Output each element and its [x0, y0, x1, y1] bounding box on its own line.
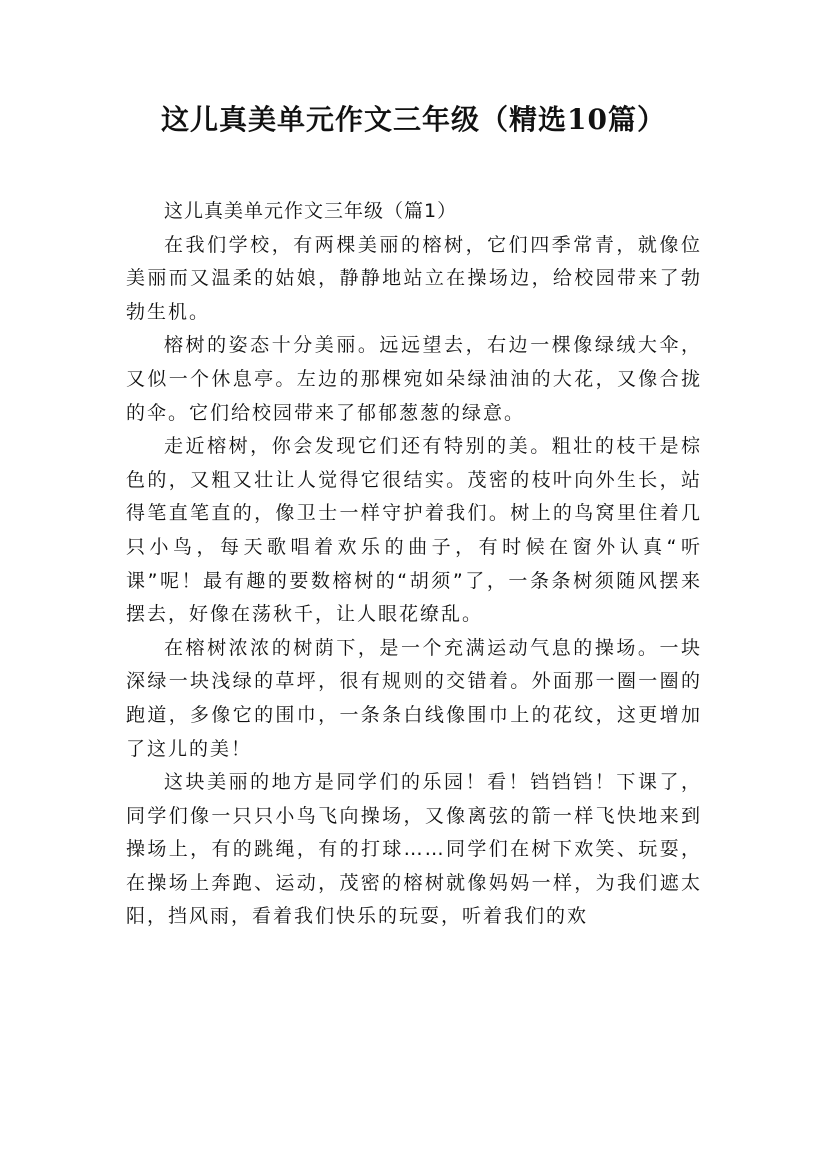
section-title: 这儿真美单元作文三年级（篇1） [164, 200, 458, 222]
document-body [126, 195, 702, 934]
paragraph-2: 榕树的姿态十分美丽。远远望去，右边一棵像绿绒大伞，又似一个休息亭。左边的那棵宛如朵绿油油的大花，又像合拢的伞。它们给校园带来了郁郁葱葱的绿意。 [126, 334, 702, 424]
paragraph-1: 在我们学校，有两棵美丽的榕树，它们四季常青，就像位美丽而又温柔的姑娘，静静地站立在操场边，给校园带来了勃勃生机。 [126, 233, 702, 323]
paragraph-4: 在榕树浓浓的树荫下，是一个充满运动气息的操场。一块深绿一块浅绿的草坪，很有规则的交错着。外面那一圈一圈的跑道，多像它的围巾，一条条白线像围巾上的花纹，这更增加了这儿的美！ [126, 636, 702, 760]
paragraph-5: 这块美丽的地方是同学们的乐园！看！铛铛铛！下课了，同学们像一只只小鸟飞向操场，又像离弦的箭一样飞快地来到操场上，有的跳绳，有的打球……同学们在树下欢笑、玩耍，在操场上奔跑、运动，茂密的榕树就像妈妈一样，为我们遮太阳，挡风雨，看着我们快乐的玩耍，听着我们的欢 [126, 771, 702, 928]
paragraph-3: 走近榕树，你会发现它们还有特别的美。粗壮的枝干是棕色的，又粗又壮让人觉得它很结实。茂密的枝叶向外生长，站得笔直笔直的，像卫士一样守护着我们。树上的鸟窝里住着几只小鸟，每天歌唱着欢乐的曲子，有时候在窗外认真“听课”呢！最有趣的要数榕树的“胡须”了，一条条树须随风摆来摆去，好像在荡秋千，让人眼花缭乱。 [126, 435, 702, 626]
document-title: 这儿真美单元作文三年级（精选10篇） [161, 103, 666, 136]
